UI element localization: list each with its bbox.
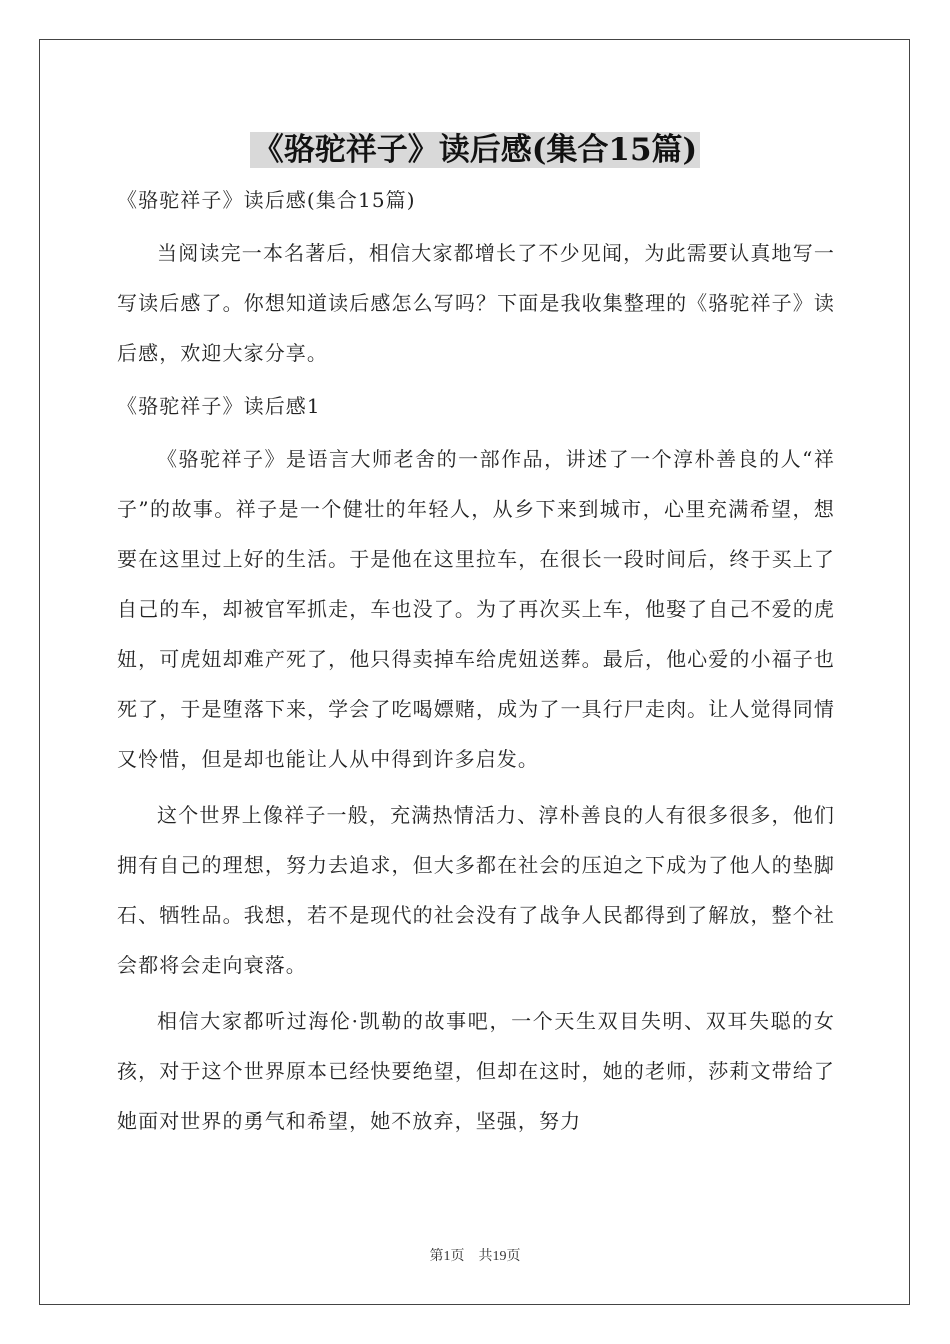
body-paragraph: 《骆驼祥子》是语言大师老舍的一部作品，讲述了一个淳朴善良的人“祥子”的故事。祥子是一个健壮的年轻人，从乡下来到城市，心里充满希望，想要在这里过上好的生活。于是他在这里拉车，在很长一段时间后，终于买上了自己的车，却被官军抓走，车也没了。为了再次买上车，他娶了自己不爱的虎妞，可虎妞却难产死了，他只得卖掉车给虎妞送葬。最后，他心爱的小福子也死了，于是堕落下来，学会了吃喝嫖赌，成为了一具行尸走肉。让人觉得同情又怜惜，但是却也能让人从中得到许多启发。 xyxy=(117,447,835,771)
body-paragraph: 这个世界上像祥子一般，充满热情活力、淳朴善良的人有很多很多，他们拥有自己的理想，努力去追求，但大多都在社会的压迫之下成为了他人的垫脚石、牺牲品。我想，若不是现代的社会没有了战争人民都得到了解放，整个社会都将会走向衰落。 xyxy=(117,803,835,977)
intro-paragraph: 当阅读完一本名著后，相信大家都增长了不少见闻，为此需要认真地写一写读后感了。你想知道读后感怎么写吗？下面是我收集整理的《骆驼祥子》读后感，欢迎大家分享。 xyxy=(117,241,835,365)
page-footer: 第1页 共19页 xyxy=(429,1249,521,1264)
section-heading: 《骆驼祥子》读后感1 xyxy=(117,394,321,418)
body-paragraph: 相信大家都听过海伦·凯勒的故事吧，一个天生双目失明、双耳失聪的女孩，对于这个世界原本已经快要绝望，但却在这时，她的老师，莎莉文带给了她面对世界的勇气和希望，她不放弃，坚强，努力 xyxy=(117,1009,835,1133)
document-body xyxy=(117,178,835,1152)
document-subtitle: 《骆驼祥子》读后感(集合15篇) xyxy=(117,188,416,212)
document-title xyxy=(0,128,950,172)
document-title-text: 《骆驼祥子》读后感(集合15篇) xyxy=(250,132,700,168)
